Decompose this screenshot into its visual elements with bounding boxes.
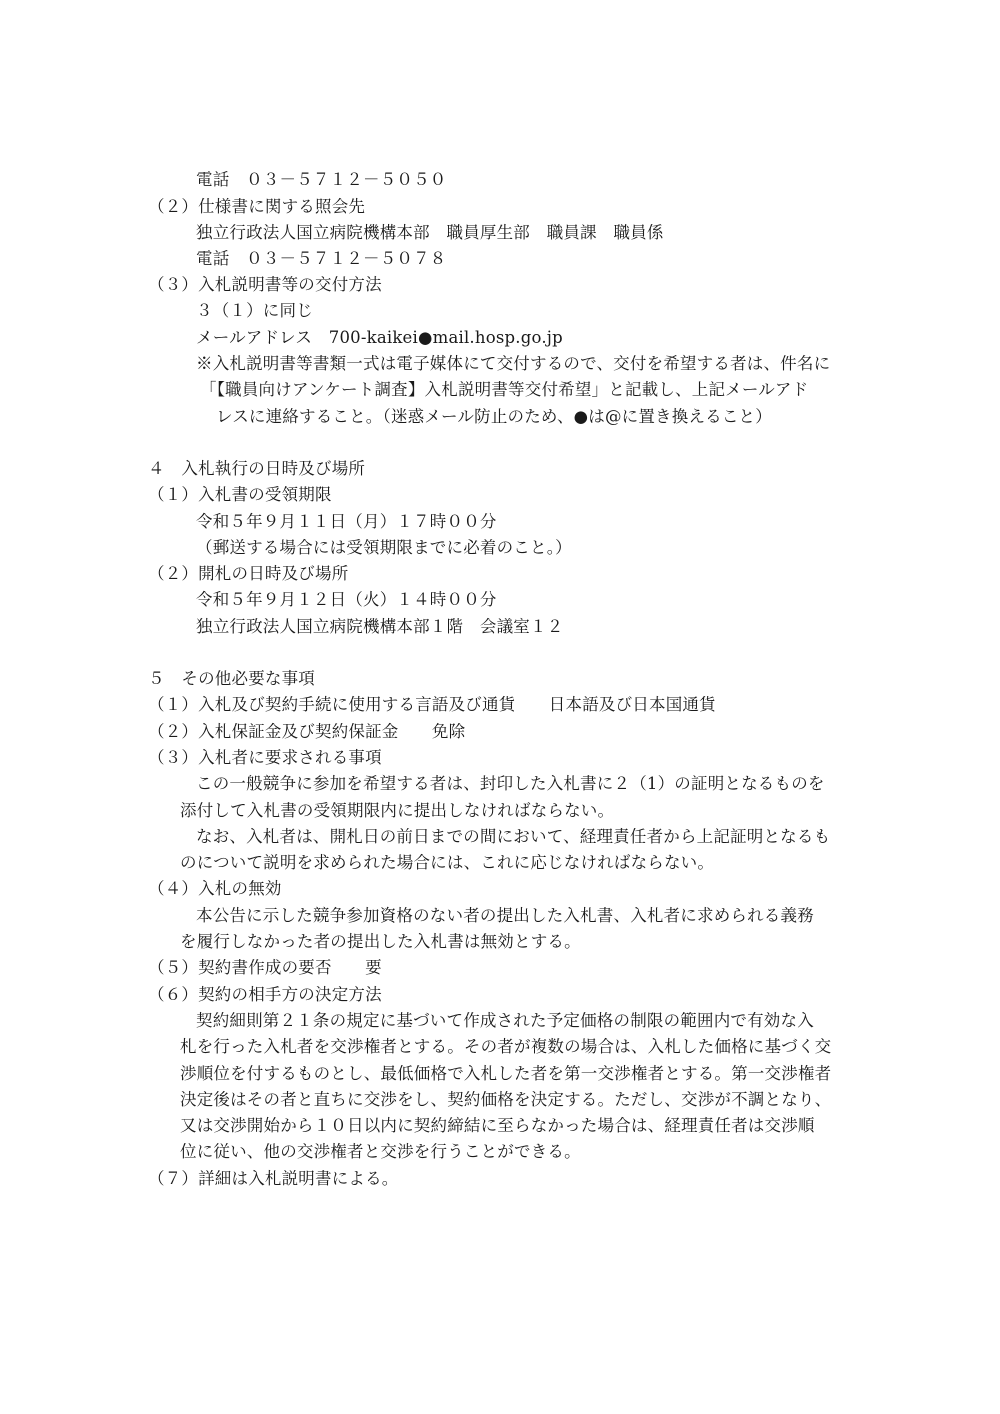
para-5-4-line-2: を履行しなかった者の提出した入札書は無効とする。 <box>180 932 581 951</box>
para-5-3-line-2: 添付して入札書の受領期限内に提出しなければならない。 <box>180 801 615 820</box>
item-5-6-heading: （６）契約の相手方の決定方法 <box>148 985 382 1004</box>
para-5-6-line-1: 契約細則第２１条の規定に基づいて作成された予定価格の制限の範囲内で有効な入 <box>196 1011 814 1030</box>
same-as-note: ３（１）に同じ <box>196 301 313 320</box>
item-5-3-heading: （３）入札者に要求される事項 <box>148 748 382 767</box>
section-4-heading: ４ 入札執行の日時及び場所 <box>148 459 366 478</box>
para-5-3-line-3: なお、入札者は、開札日の前日までの間において、経理責任者から上記証明となるも <box>196 827 831 846</box>
item-3-heading: （３）入札説明書等の交付方法 <box>148 275 382 294</box>
note-line-1: ※入札説明書等書類一式は電子媒体にて交付するので、交付を希望する者は、件名に <box>196 354 831 373</box>
para-5-6-line-2: 札を行った入札者を交渉権者とする。その者が複数の場合は、入札した価格に基づく交 <box>180 1037 832 1056</box>
email-line: メールアドレス 700-kaikei●mail.hosp.go.jp <box>196 328 563 347</box>
para-5-6-line-4: 決定後はその者と直ちに交渉をし、契約価格を決定する。ただし、交渉が不調となり、 <box>180 1090 832 1109</box>
note-line-3: レスに連絡すること。（迷惑メール防止のため、●は@に置き換えること） <box>216 407 772 426</box>
opening-place: 独立行政法人国立病院機構本部１階 会議室１２ <box>196 617 564 636</box>
para-5-4-line-1: 本公告に示した競争参加資格のない者の提出した入札書、入札者に求められる義務 <box>196 906 814 925</box>
item-4-1-heading: （１）入札書の受領期限 <box>148 485 332 504</box>
contact-org: 独立行政法人国立病院機構本部 職員厚生部 職員課 職員係 <box>196 223 664 242</box>
item-5-4-heading: （４）入札の無効 <box>148 879 282 898</box>
para-5-6-line-5: 又は交渉開始から１０日以内に契約締結に至らなかった場合は、経理責任者は交渉順 <box>180 1116 815 1135</box>
note-line-2: 「【職員向けアンケート調査】入札説明書等交付希望」と記載し、上記メールアド <box>200 380 809 399</box>
section-5-heading: ５ その他必要な事項 <box>148 669 315 688</box>
para-5-6-line-6: 位に従い、他の交渉権者と交渉を行うことができる。 <box>180 1142 581 1161</box>
item-5-7: （７）詳細は入札説明書による。 <box>148 1169 399 1188</box>
item-5-5: （５）契約書作成の要否 要 <box>148 958 382 977</box>
para-5-3-line-1: この一般競争に参加を希望する者は、封印した入札書に２（1）の証明となるものを <box>196 774 825 793</box>
para-5-6-line-3: 渉順位を付するものとし、最低価格で入札した者を第一交渉権者とする。第一交渉権者 <box>180 1064 832 1083</box>
item-5-1: （１）入札及び契約手続に使用する言語及び通貨 日本語及び日本国通貨 <box>148 695 716 714</box>
item-2-heading: （２）仕様書に関する照会先 <box>148 197 366 216</box>
deadline-datetime: 令和５年９月１１日（月）１７時００分 <box>196 512 497 531</box>
mail-note: （郵送する場合には受領期限までに必着のこと。） <box>196 538 572 557</box>
item-5-2: （２）入札保証金及び契約保証金 免除 <box>148 722 466 741</box>
phone-line-1: 電話 ０３－５７１２－５０５０ <box>196 170 447 189</box>
item-4-2-heading: （２）開札の日時及び場所 <box>148 564 349 583</box>
phone-line-2: 電話 ０３－５７１２－５０７８ <box>196 249 447 268</box>
opening-datetime: 令和５年９月１２日（火）１４時００分 <box>196 590 497 609</box>
para-5-3-line-4: のについて説明を求められた場合には、これに応じなければならない。 <box>180 853 715 872</box>
